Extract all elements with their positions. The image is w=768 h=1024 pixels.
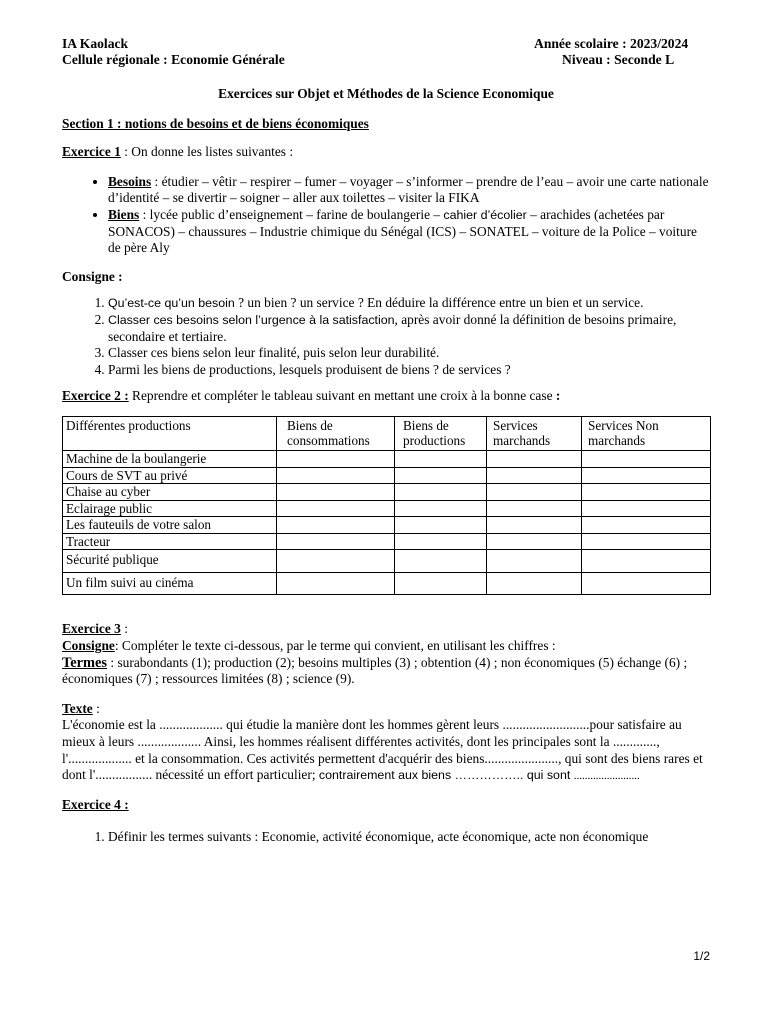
question-1-b: ? un bien ? un service ? En déduire la différence entre un bien et un service.: [234, 295, 644, 311]
section-1-title: Section 1 : notions de besoins et de biens économiques: [62, 115, 369, 131]
exercise-1: [62, 144, 710, 161]
table-row: [63, 484, 711, 501]
check-cell[interactable]: [277, 573, 395, 595]
check-cell[interactable]: [395, 484, 487, 501]
exercise-1-consigne-label: Consigne :: [62, 268, 123, 284]
biens-text-a: : lycée public d’enseignement – farine de boulangerie –: [139, 206, 444, 222]
header-row-1: [62, 36, 710, 52]
exercise-3-texte-label: Texte: [62, 700, 93, 716]
check-cell[interactable]: [582, 550, 711, 573]
question-2-b: , après avoir donné la définition de besoins primaire, secondaire et tertiaire.: [108, 311, 677, 344]
table-row: [63, 573, 711, 595]
besoins-label: Besoins: [108, 173, 152, 189]
header-left-line2: Cellule régionale : Economie Générale: [62, 52, 285, 67]
header-row-2: [62, 52, 710, 68]
table-header-cell: Biens de productions: [395, 416, 487, 450]
exercise-2-intro: Reprendre et compléter le tableau suivant en mettant une croix à la bonne case: [128, 388, 556, 404]
exercise-3-texte-end-b: qui sont: [523, 768, 574, 783]
check-cell[interactable]: [582, 450, 711, 467]
table-row: [63, 450, 711, 467]
question-2-a: Classer ces besoins selon l’urgence à la satisfaction: [108, 312, 395, 327]
check-cell[interactable]: [395, 550, 487, 573]
row-label: Machine de la boulangerie: [63, 450, 277, 467]
row-label: Sécurité publique: [63, 550, 277, 573]
check-cell[interactable]: [582, 467, 711, 484]
check-cell[interactable]: [487, 550, 582, 573]
exercise-3-texte-label-end: :: [92, 700, 100, 716]
header-left-line1: IA Kaolack: [62, 36, 129, 51]
exercise-3-termes-text: : surabondants (1); production (2); besoins multiples (3) ; obtention (4) ; non économiques (5) échange (6) ; économiques (7) ; ressources limitées (8) ; science (9).: [62, 654, 688, 687]
check-cell[interactable]: [487, 450, 582, 467]
row-label: Eclairage public: [63, 500, 277, 517]
table-header-cell: Services marchands: [487, 416, 582, 450]
check-cell[interactable]: [395, 500, 487, 517]
exercise-3-texte-end-c: ........................: [573, 770, 640, 783]
biens-label: Biens: [108, 206, 140, 222]
check-cell[interactable]: [395, 450, 487, 467]
check-cell[interactable]: [277, 550, 395, 573]
exercise-4-questions: [62, 829, 710, 846]
question-3: 3. Classer ces biens selon leur finalité, puis selon leur durabilité.: [108, 345, 710, 362]
biens-text-c: – arachides (achetées par SONACOS) – chaussures – Industrie chimique du Sénégal (ICS) – SONATEL – voiture de la Police – voiture de père Aly: [108, 206, 697, 256]
check-cell[interactable]: [487, 573, 582, 595]
check-cell[interactable]: [487, 500, 582, 517]
table-header-cell: Biens de consommations: [277, 416, 395, 450]
question-1: [108, 295, 710, 312]
check-cell[interactable]: [582, 484, 711, 501]
table-row: [63, 550, 711, 573]
row-label: Chaise au cyber: [63, 484, 277, 501]
exercise-1-intro: : On donne les listes suivantes :: [120, 144, 294, 160]
exercise-4-question-1: 1. Définir les termes suivants : Economie, activité économique, acte économique, acte non économique: [108, 829, 710, 846]
check-cell[interactable]: [277, 467, 395, 484]
biens-text-b: cahier d’écolier: [443, 207, 527, 222]
check-cell[interactable]: [277, 517, 395, 534]
table-header-cell: Services Non marchands: [582, 416, 711, 450]
row-label: Tracteur: [63, 533, 277, 550]
table-header-cell: Différentes productions: [63, 416, 277, 450]
table-row: [63, 500, 711, 517]
check-cell[interactable]: [277, 450, 395, 467]
exercise-3-label: Exercice 3: [62, 621, 121, 637]
exercise-3-consigne-text: : Compléter le texte ci-dessous, par le terme qui convient, en utilisant les chiffres :: [114, 638, 556, 654]
exercise-1-lists: [62, 174, 710, 257]
check-cell[interactable]: [582, 573, 711, 595]
check-cell[interactable]: [395, 517, 487, 534]
table-row: [63, 467, 711, 484]
document-page: [62, 36, 710, 846]
exercise-3-texte-heading: [62, 701, 710, 718]
exercise-3-label-end: :: [120, 621, 128, 637]
row-label: Cours de SVT au privé: [63, 467, 277, 484]
exercise-2: [62, 388, 710, 405]
check-cell[interactable]: [487, 467, 582, 484]
exercise-2-label: Exercice 2 :: [62, 388, 129, 404]
question-4: 4. Parmi les biens de productions, lesquels produisent de biens ? de services ?: [108, 362, 710, 379]
list-item-biens: [108, 207, 710, 257]
check-cell[interactable]: [487, 517, 582, 534]
production-table: [62, 416, 711, 596]
table-header-row: [63, 416, 711, 450]
check-cell[interactable]: [277, 484, 395, 501]
list-item-besoins: [108, 174, 710, 207]
check-cell[interactable]: [582, 533, 711, 550]
header-right-line2: Niveau : Seconde L: [562, 52, 675, 67]
exercise-3-termes-label: Termes: [62, 654, 108, 671]
exercise-2-intro-end: :: [555, 388, 561, 404]
check-cell[interactable]: [277, 500, 395, 517]
exercise-1-questions: [62, 295, 710, 378]
exercise-3-texte: [62, 717, 710, 784]
check-cell[interactable]: [395, 573, 487, 595]
table-row: [63, 533, 711, 550]
header-right-line1: Année scolaire : 2023/2024: [534, 36, 689, 51]
exercise-1-label: Exercice 1: [62, 144, 121, 160]
check-cell[interactable]: [582, 500, 711, 517]
exercise-3-termes: [62, 655, 710, 688]
check-cell[interactable]: [487, 484, 582, 501]
question-1-a: Qu’est-ce qu’un besoin: [108, 296, 235, 311]
question-2: [108, 312, 710, 345]
exercise-4-label: Exercice 4 :: [62, 796, 129, 812]
exercise-3-consigne: [62, 638, 710, 655]
besoins-text: : étudier – vêtir – respirer – fumer – voyager – s’informer – prendre de l’eau – avoir une carte nationale d’identité – se divertir – soigner – aller aux toilettes – visiter la FIKA: [108, 173, 709, 206]
table-row: [63, 517, 711, 534]
row-label: Les fauteuils de votre salon: [63, 517, 277, 534]
row-label: Un film suivi au cinéma: [63, 573, 277, 595]
check-cell[interactable]: [395, 533, 487, 550]
check-cell[interactable]: [395, 467, 487, 484]
exercise-3-texte-main: L'économie est la ................... qui étudie la manière dont les hommes gèrent leurs ..........................pour satisfaire au mieux à leurs ................... Ainsi, les hommes réalisent différentes activités, dont les principales sont la ............., l'................... et la consommation. Ces activités permettent d'acquérir des biens......................, qui sont des biens rares et dont l'................. nécessité un effort particulier;: [62, 717, 703, 783]
exercise-3-texte-end-a: contrairement aux biens ……………..: [318, 768, 524, 783]
exercise-3: [62, 621, 710, 638]
page-title: Exercices sur Objet et Méthodes de la Science Economique: [218, 86, 554, 101]
exercise-3-consigne-label: Consigne: [62, 638, 115, 654]
check-cell[interactable]: [277, 533, 395, 550]
page-number: 1/2: [693, 949, 710, 963]
check-cell[interactable]: [487, 533, 582, 550]
check-cell[interactable]: [582, 517, 711, 534]
